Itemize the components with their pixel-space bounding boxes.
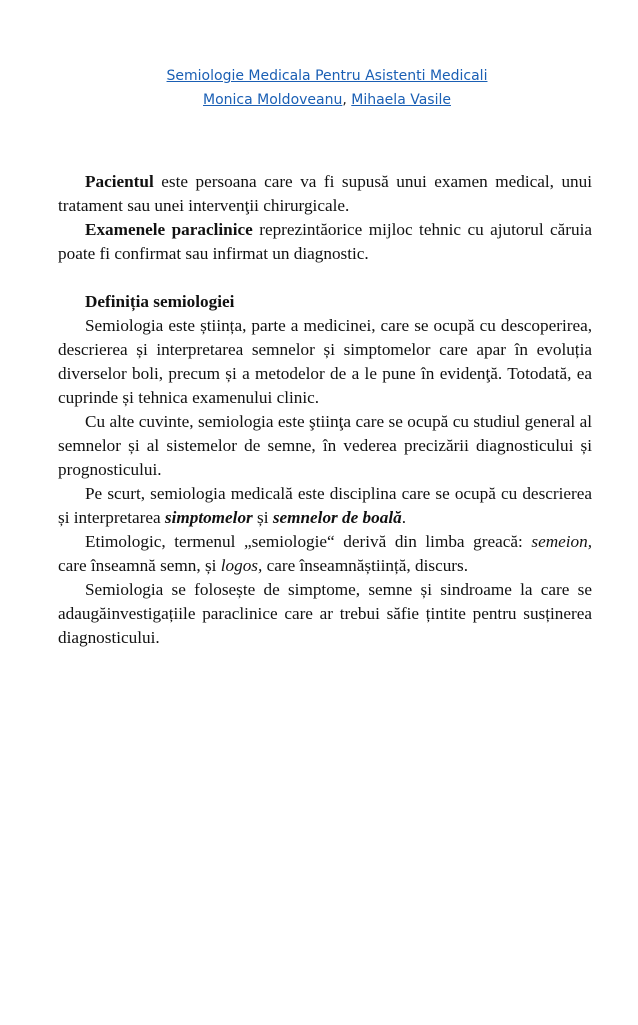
document-body <box>58 170 592 650</box>
term-logos: logos, <box>220 556 263 575</box>
term-examenele: Examenele paraclinice <box>85 220 253 239</box>
paragraph-text: care înseamnăștiință, discurs. <box>262 556 469 575</box>
paragraph-pacientul <box>58 170 592 218</box>
section-heading <box>58 290 592 314</box>
paragraph-simptome: Semiologia se folosește de simptome, semne și sindroame la care se adaugăinvestigațiile paraclinice care ar trebui săfie țintite pentru susținerea diagnosticului. <box>58 580 592 647</box>
paragraph-etimologic <box>58 530 592 578</box>
paragraph-text: reprezintăorice mijloc tehnic cu ajutorul căruia poate fi confirmat sau infirmat un diagnostic. <box>58 220 593 263</box>
author-link-2[interactable]: Mihaela Vasile <box>351 92 451 108</box>
term-semnelor: semnelor de boală <box>272 508 402 527</box>
paragraph-text: , semiologia medicală este disciplina care se ocupă cu descrierea și interpretarea <box>58 484 592 527</box>
paragraph-definition: Semiologia este știința, parte a medicinei, care se ocupă cu descoperirea, descrierea și interpretarea semnelor și simptomelor care apar în evoluția diverselor boli, precum și a metodelor de a le pune în evidenţă. Totodată, ea cuprinde și tehnica examenului clinic. <box>58 316 592 407</box>
term-simptomelor: simptomelor <box>164 508 253 527</box>
paragraph-text: Pe scurt <box>85 484 141 503</box>
paragraph-text: este persoana care va fi supusă unui examen medical, unui tratament sau unei intervenţii chirurgicale. <box>58 172 592 215</box>
document-header <box>0 64 638 112</box>
paragraph-text: și <box>252 508 273 527</box>
paragraph-text: care înseamnă semn, și <box>58 556 221 575</box>
author-separator: , <box>342 92 347 108</box>
book-title-link[interactable]: Semiologie Medicala Pentru Asistenti Medicali <box>166 68 488 84</box>
paragraph-examenele <box>58 218 592 266</box>
paragraph-pe-scurt <box>58 482 592 530</box>
paragraph-text: . <box>401 508 407 527</box>
paragraph-text: Etimologic, termenul „semiologie“ derivă din limba greacă: <box>85 532 532 551</box>
term-semeion: semeion, <box>531 532 592 551</box>
heading-text: Definiția semiologiei <box>85 292 235 311</box>
paragraph-cu-alte-cuvinte: Cu alte cuvinte, semiologia este ştiinţa care se ocupă cu studiul general al semnelor și al sistemelor de semne, în vederea precizării diagnosticului și prognosticului. <box>58 412 592 479</box>
author-link-1[interactable]: Monica Moldoveanu <box>203 92 343 108</box>
term-pacientul: Pacientul <box>85 172 154 191</box>
